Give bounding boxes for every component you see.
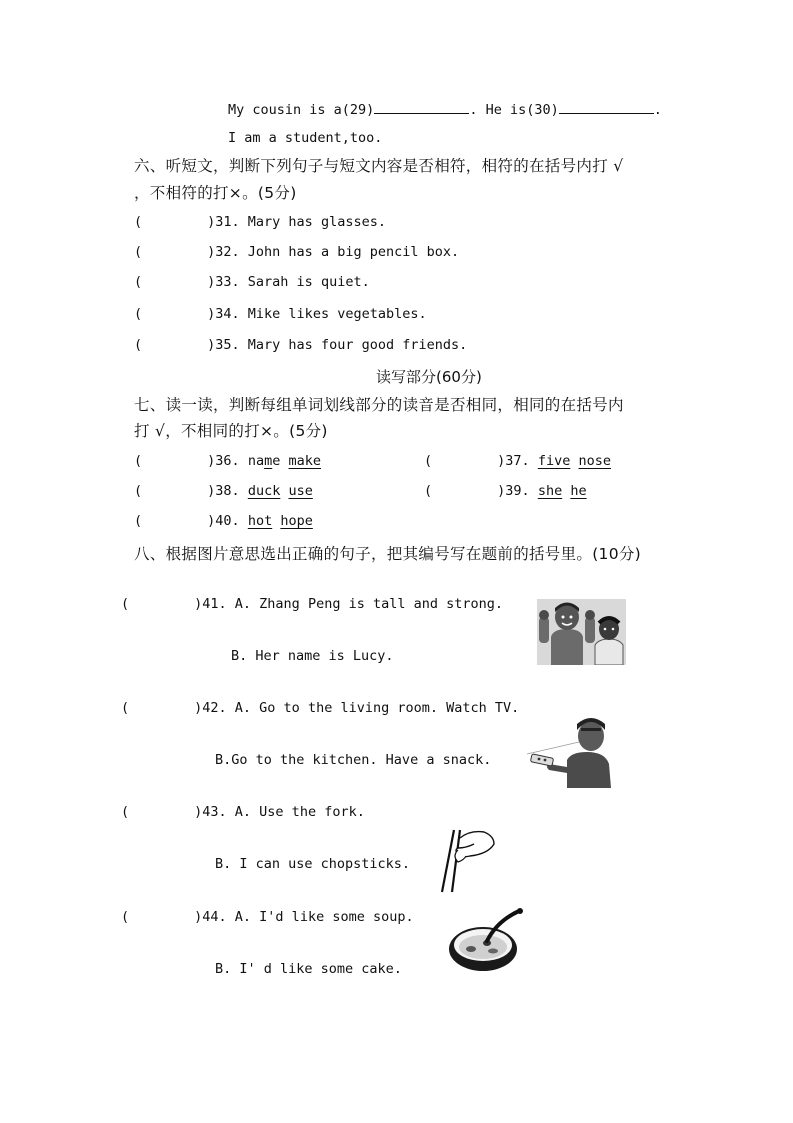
question-text: 31. Mary has glasses. [215, 214, 386, 230]
section6-title-line2: ，不相符的打×。(5分) [134, 184, 297, 202]
question-33 [134, 274, 370, 290]
question-44 [121, 909, 414, 925]
answer-paren[interactable]: ( ) [134, 337, 216, 353]
option-a: 43. A. Use the fork. [202, 804, 365, 820]
chopsticks-picture [440, 826, 495, 893]
fill-line-2: I am a student,too. [228, 130, 383, 146]
question-43 [121, 804, 365, 820]
question-text: 35. Mary has four good friends. [215, 337, 468, 353]
section7-title-line1: 七、读一读，判断每组单词划线部分的读音是否相同，相同的在括号内 [134, 396, 624, 414]
question-text: 33. Sarah is quiet. [215, 274, 370, 290]
word-2: use [288, 483, 313, 499]
answer-paren[interactable]: ( ) [121, 909, 203, 925]
soup-bowl-picture [447, 907, 527, 975]
question-number: 38. [215, 483, 240, 499]
answer-paren[interactable]: ( ) [134, 274, 216, 290]
question-text: 34. Mike likes vegetables. [215, 306, 427, 322]
blank-29[interactable] [374, 99, 469, 114]
two-boys-picture [537, 599, 626, 665]
blank-30[interactable] [559, 99, 654, 114]
question-number: 36. [215, 453, 240, 469]
word-2: he [570, 483, 587, 499]
question-44-option-b: B. I' d like some cake. [215, 961, 402, 977]
answer-paren[interactable]: ( ) [134, 306, 216, 322]
question-41-option-b: B. Her name is Lucy. [231, 648, 394, 664]
word-1: name [247, 453, 281, 469]
section7-title-line2: 打 √，不相同的打×。(5分) [134, 422, 328, 440]
answer-paren[interactable]: ( ) [424, 453, 506, 469]
question-35 [134, 337, 467, 353]
fill-text-a: My cousin is a(29) [228, 102, 375, 118]
question-42 [121, 700, 519, 716]
word-1: five [537, 453, 571, 469]
answer-paren[interactable]: ( ) [134, 453, 216, 469]
option-a: 42. A. Go to the living room. Watch TV. [202, 700, 520, 716]
word-1: duck [247, 483, 281, 499]
question-32 [134, 244, 459, 260]
question-number: 37. [505, 453, 530, 469]
option-a: 44. A. I'd like some soup. [202, 909, 414, 925]
remote-control-picture [527, 716, 613, 788]
option-a: 41. A. Zhang Peng is tall and strong. [202, 596, 504, 612]
question-number: 39. [505, 483, 530, 499]
question-36 [134, 453, 321, 469]
part-heading: 读写部分(60分) [376, 368, 482, 386]
question-39 [424, 483, 587, 499]
question-38 [134, 483, 313, 499]
answer-paren[interactable]: ( ) [121, 596, 203, 612]
question-41 [121, 596, 503, 612]
word-2: hope [280, 513, 313, 529]
question-34 [134, 306, 427, 322]
question-40 [134, 513, 313, 529]
question-number: 40. [215, 513, 240, 529]
answer-paren[interactable]: ( ) [134, 513, 216, 529]
question-43-option-b: B. I can use chopsticks. [215, 856, 411, 872]
answer-paren[interactable]: ( ) [121, 700, 203, 716]
answer-paren[interactable]: ( ) [121, 804, 203, 820]
fill-text-c: . [653, 102, 662, 118]
answer-paren[interactable]: ( ) [134, 214, 216, 230]
section8-title: 八、根据图片意思选出正确的句子，把其编号写在题前的括号里。(10分) [134, 545, 642, 563]
answer-paren[interactable]: ( ) [134, 483, 216, 499]
answer-paren[interactable]: ( ) [424, 483, 506, 499]
question-31 [134, 214, 386, 230]
word-1: hot [247, 513, 273, 529]
question-text: 32. John has a big pencil box. [215, 244, 460, 260]
fill-text-b: . He is(30) [469, 102, 559, 118]
fill-line-29-30 [228, 99, 662, 118]
word-2: nose [578, 453, 611, 469]
answer-paren[interactable]: ( ) [134, 244, 216, 260]
question-42-option-b: B.Go to the kitchen. Have a snack. [215, 752, 492, 768]
question-37 [424, 453, 611, 469]
word-1: she [537, 483, 563, 499]
word-2: make [288, 453, 322, 469]
section6-title-line1: 六、听短文，判断下列句子与短文内容是否相符，相符的在括号内打 √ [134, 157, 624, 175]
